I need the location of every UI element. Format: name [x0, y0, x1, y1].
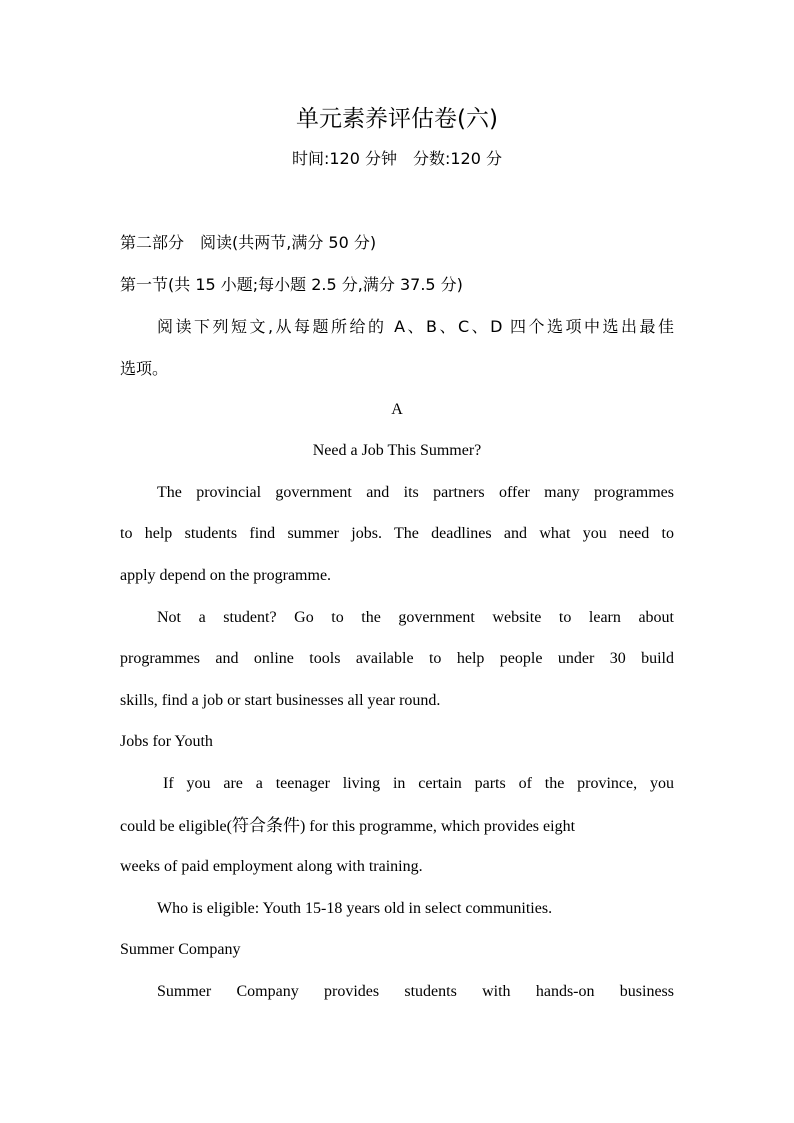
exam-info: 时间:120 分钟 分数:120 分 [291, 149, 503, 168]
instruction-line-1: 阅读下列短文,从每题所给的 A、B、C、D 四个选项中选出最佳 [157, 317, 674, 336]
passage-label: A [391, 401, 403, 418]
page-title: 单元素养评估卷(六) [296, 106, 498, 132]
text-segment [120, 813, 575, 840]
section-heading-summer-company: Summer Company [120, 941, 241, 958]
part-heading: 第二部分 阅读(共两节,满分 50 分) [120, 233, 377, 252]
text-before-gloss: could be eligible( [120, 818, 232, 835]
paragraph-5-line-1: Summer Company provides students with hands-on business [157, 983, 674, 1000]
paragraph-1-line-2: to help students find summer jobs. The deadlines and what you need to [120, 525, 674, 542]
paragraph-3-line-3: weeks of paid employment along with training. [120, 858, 423, 875]
passage-title: Need a Job This Summer? [312, 442, 482, 459]
paragraph-2-line-3: skills, find a job or start businesses all year round. [120, 692, 441, 709]
paragraph-4: Who is eligible: Youth 15-18 years old in select communities. [157, 900, 553, 917]
subsection-heading: 第一节(共 15 小题;每小题 2.5 分,满分 37.5 分) [120, 275, 463, 294]
instruction-line-2: 选项。 [120, 359, 169, 378]
paragraph-3-line-2 [120, 813, 674, 840]
paragraph-2-line-1: Not a student? Go to the government website to learn about [157, 609, 674, 626]
paragraph-1-line-3: apply depend on the programme. [120, 567, 332, 584]
paragraph-1-line-1: The provincial government and its partners offer many programmes [157, 484, 674, 501]
section-heading-jobs-for-youth: Jobs for Youth [120, 733, 213, 750]
text-after-gloss: ) for this programme, which provides eight [299, 818, 576, 835]
paragraph-2-line-2: programmes and online tools available to help people under 30 build [120, 650, 674, 667]
chinese-gloss: 符合条件 [231, 816, 300, 836]
paragraph-3-line-1: If you are a teenager living in certain parts of the province, you [163, 775, 674, 792]
